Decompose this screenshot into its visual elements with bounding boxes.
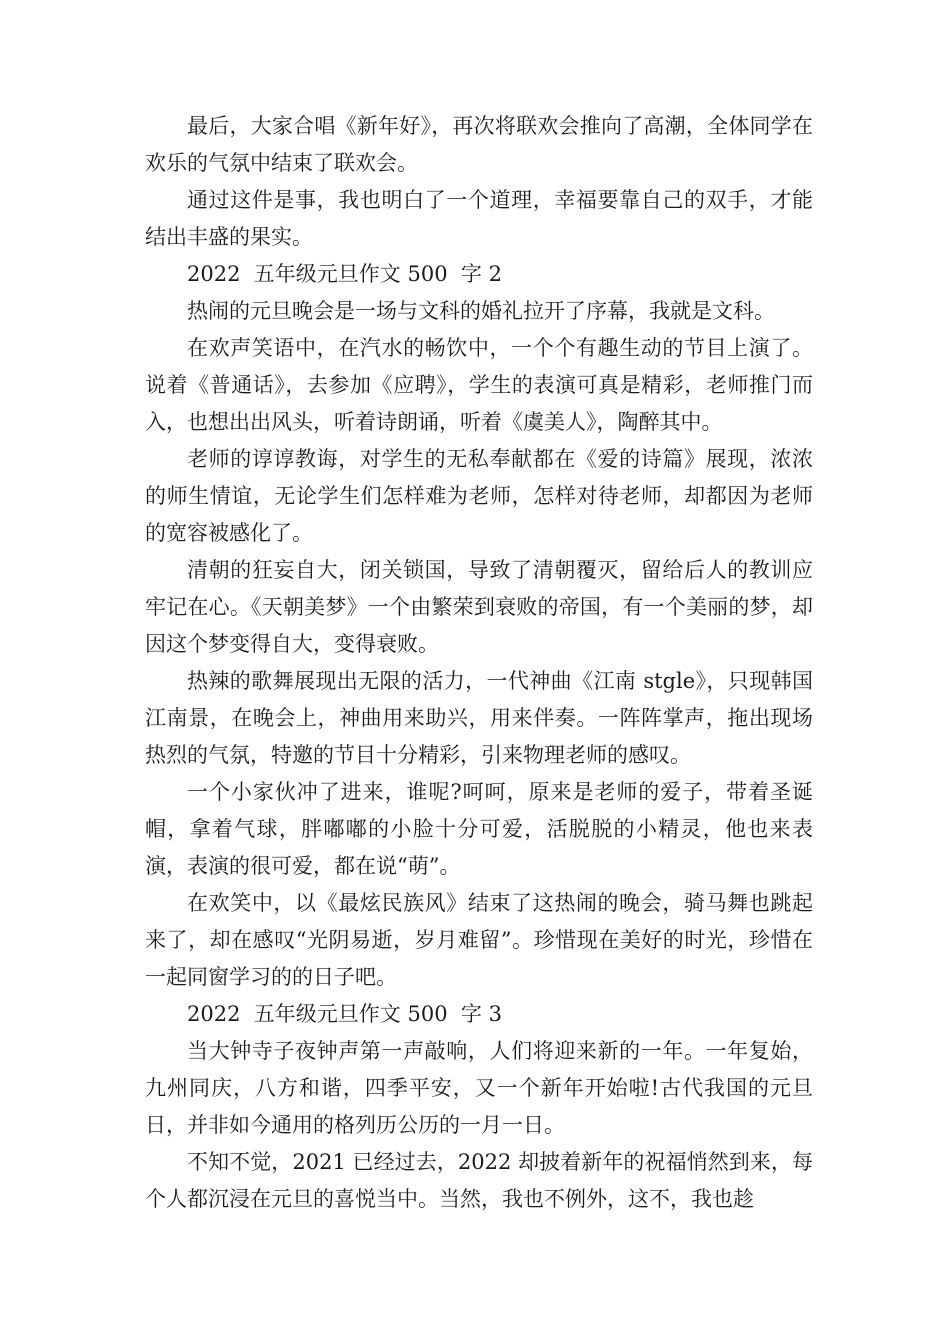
paragraph: 一个小家伙冲了进来，谁呢?呵呵，原来是老师的爱子，带着圣诞帽，拿着气球，胖嘟嘟的小脸十分可爱，活脱脱的小精灵，他也来表演，表演的很可爱，都在说“萌”。 (145, 780, 813, 878)
paragraph: 在欢声笑语中，在汽水的畅饮中，一个个有趣生动的节目上演了。说着《普通话》，去参加《应聘》，学生的表演可真是精彩，老师推门而入，也想出出风头，听着诗朗诵，听着《虞美人》，陶醉其中。 (145, 336, 813, 434)
paragraph: 当大钟寺子夜钟声第一声敲响，人们将迎来新的一年。一年复始，九州同庆，八方和谐，四季平安，又一个新年开始啦!古代我国的元旦日，并非如今通用的格列历公历的一月一日。 (145, 1039, 813, 1137)
paragraph: 最后，大家合唱《新年好》，再次将联欢会推向了高潮，全体同学在欢乐的气氛中结束了联欢会。 (145, 114, 813, 175)
section-heading: 2022 五年级元旦作文 500 字 3 (187, 1002, 502, 1026)
paragraph: 老师的谆谆教诲，对学生的无私奉献都在《爱的诗篇》展现，浓浓的师生情谊，无论学生们怎样难为老师，怎样对待老师，却都因为老师的宽容被感化了。 (145, 447, 813, 545)
section-heading: 2022 五年级元旦作文 500 字 2 (187, 262, 502, 286)
paragraph: 热辣的歌舞展现出无限的活力，一代神曲《江南 stgle》，只现韩国江南景，在晚会上，神曲用来助兴，用来伴奏。一阵阵掌声，拖出现场热烈的气氛，特邀的节目十分精彩，引来物理老师的感叹。 (145, 669, 813, 767)
paragraph: 在欢笑中，以《最炫民族风》结束了这热闹的晚会，骑马舞也跳起来了，却在感叹“光阴易逝，岁月难留”。珍惜现在美好的时光，珍惜在一起同窗学习的的日子吧。 (145, 891, 813, 989)
document-body (145, 108, 813, 1218)
paragraph: 热闹的元旦晚会是一场与文科的婚礼拉开了序幕，我就是文科。 (187, 299, 775, 323)
paragraph: 通过这件是事，我也明白了一个道理，幸福要靠自己的双手，才能结出丰盛的果实。 (145, 188, 813, 249)
paragraph: 清朝的狂妄自大，闭关锁国，导致了清朝覆灭，留给后人的教训应牢记在心。《天朝美梦》一个由繁荣到衰败的帝国，有一个美丽的梦，却因这个梦变得自大，变得衰败。 (145, 558, 813, 656)
paragraph: 不知不觉，2021 已经过去，2022 却披着新年的祝福悄然到来，每个人都沉浸在元旦的喜悦当中。当然，我也不例外，这不，我也趁 (145, 1150, 813, 1211)
